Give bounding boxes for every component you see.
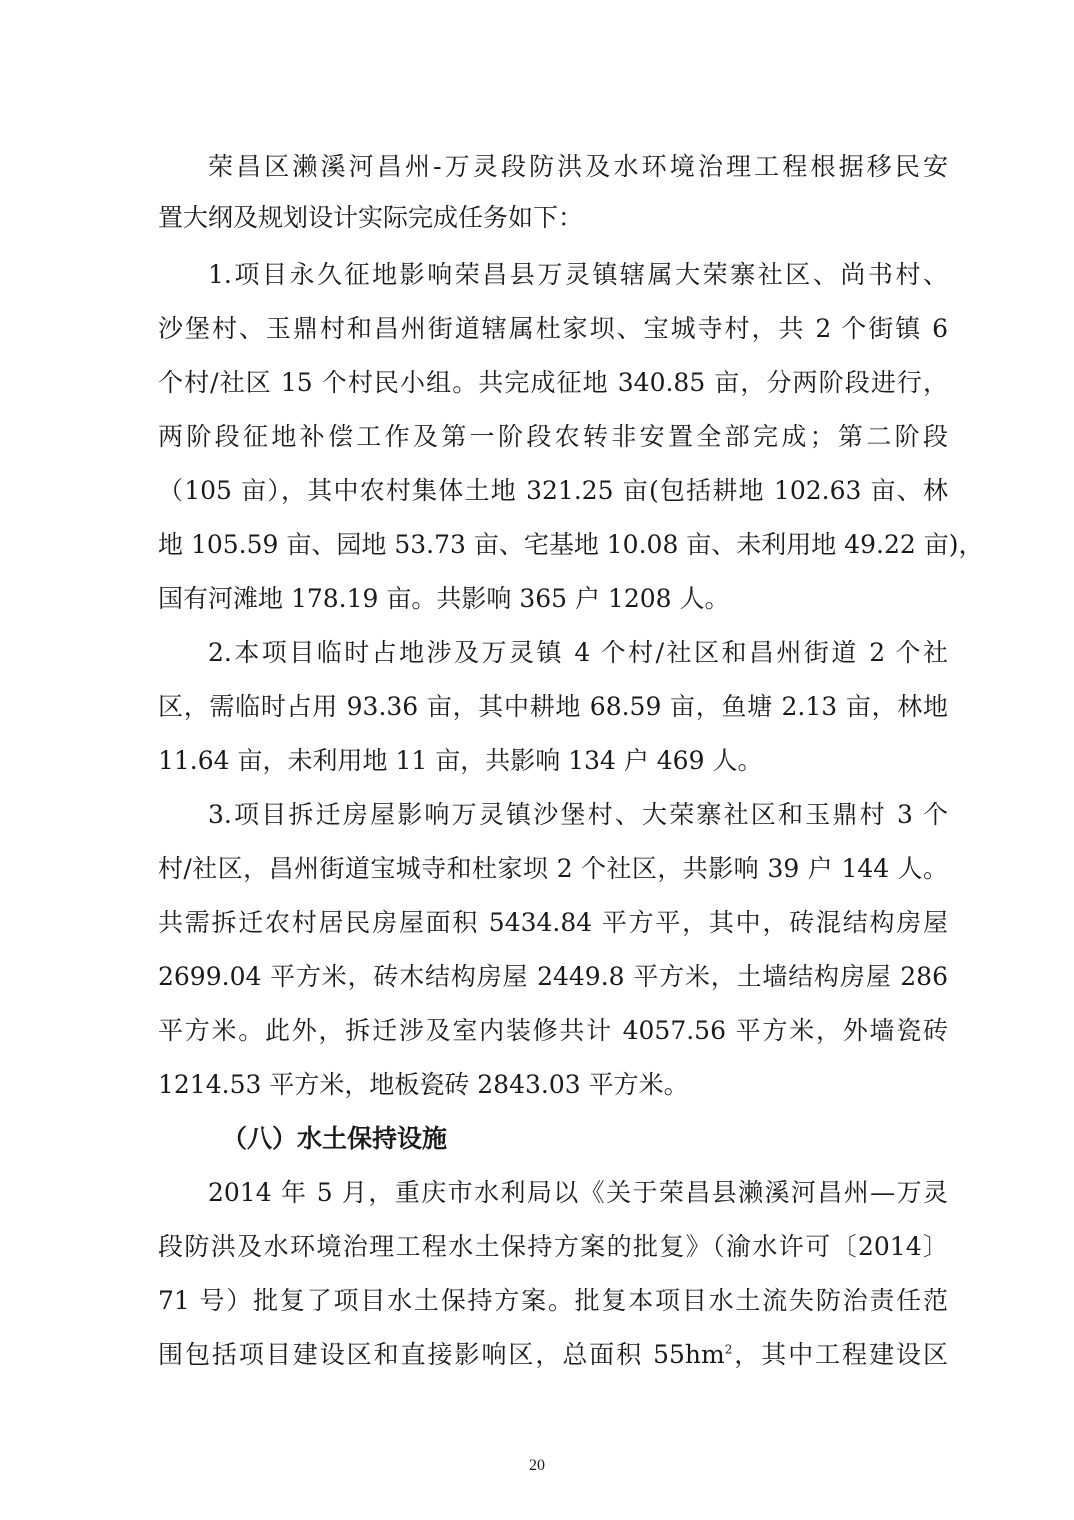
paragraph-line: 平方米。此外，拆迁涉及室内装修共计 4057.56 平方米，外墙瓷砖 [158, 1016, 948, 1045]
section-heading: （八）水土保持设施 [222, 1124, 448, 1153]
paragraph-line: 2699.04 平方米，砖木结构房屋 2449.8 平方米，土墙结构房屋 286 [158, 962, 948, 991]
text-segment: ，其中工程建设区 [732, 1340, 948, 1369]
paragraph-line: （105 亩），其中农村集体土地 321.25 亩(包括耕地 102.63 亩、林 [158, 476, 948, 505]
text-segment: 围包括项目建设区和直接影响区，总面积 55hm [158, 1340, 725, 1369]
paragraph-line: 荣昌区濑溪河昌州-万灵段防洪及水环境治理工程根据移民安 [208, 152, 948, 181]
paragraph-line: 地 105.59 亩、园地 53.73 亩、宅基地 10.08 亩、未利用地 49.22 亩)， [158, 530, 984, 559]
paragraph-line: 段防洪及水环境治理工程水土保持方案的批复》（渝水许可〔2014〕 [158, 1232, 948, 1261]
paragraph-line: 2.本项目临时占地涉及万灵镇 4 个村/社区和昌州街道 2 个社 [208, 638, 948, 667]
paragraph-line: 1214.53 平方米，地板瓷砖 2843.03 平方米。 [158, 1070, 689, 1099]
page-number: 20 [529, 1457, 545, 1474]
paragraph-line: 村/社区，昌州街道宝城寺和杜家坝 2 个社区，共影响 39 户 144 人。 [158, 854, 948, 883]
paragraph-line-with-superscript [158, 1340, 948, 1370]
paragraph-line: 个村/社区 15 个村民小组。共完成征地 340.85 亩，分两阶段进行， [158, 368, 948, 397]
superscript: 2 [724, 1342, 733, 1357]
paragraph-line: 两阶段征地补偿工作及第一阶段农转非安置全部完成；第二阶段 [158, 422, 948, 451]
paragraph-line: 1.项目永久征地影响荣昌县万灵镇辖属大荣寨社区、尚书村、 [208, 260, 948, 289]
paragraph-line: 国有河滩地 178.19 亩。共影响 365 户 1208 人。 [158, 584, 730, 613]
paragraph-line: 区，需临时占用 93.36 亩，其中耕地 68.59 亩，鱼塘 2.13 亩，林地 [158, 692, 948, 721]
paragraph-line: 沙堡村、玉鼎村和昌州街道辖属杜家坝、宝城寺村，共 2 个街镇 6 [158, 314, 948, 343]
paragraph-line: 2014 年 5 月，重庆市水利局以《关于荣昌县濑溪河昌州—万灵 [208, 1178, 948, 1207]
paragraph-line: 11.64 亩，未利用地 11 亩，共影响 134 户 469 人。 [158, 746, 763, 775]
paragraph-line: 置大纲及规划设计实际完成任务如下： [158, 203, 584, 232]
paragraph-line: 共需拆迁农村居民房屋面积 5434.84 平方平，其中，砖混结构房屋 [158, 908, 948, 937]
paragraph-line: 3.项目拆迁房屋影响万灵镇沙堡村、大荣寨社区和玉鼎村 3 个 [208, 800, 948, 829]
paragraph-line: 71 号）批复了项目水土保持方案。批复本项目水土流失防治责任范 [158, 1286, 948, 1315]
